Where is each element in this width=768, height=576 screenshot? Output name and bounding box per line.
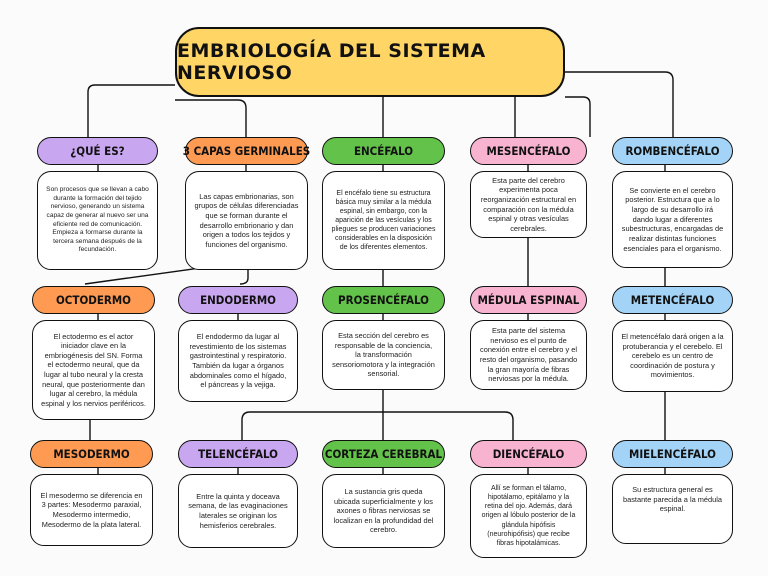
node-mesodermo-text: El mesodermo se diferencia en 3 partes: Mesodermo paraxial, Mesodermo intermedio, Mesodermo de la plata lateral. bbox=[30, 474, 153, 546]
node-capas-text: Las capas embrionarias, son grupos de células diferenciadas que se forman durante el desarrollo embrionario y dan origen a todos los tejidos y funciones del organismo. bbox=[185, 171, 308, 270]
node-prosencefalo-text: Esta sección del cerebro es responsable de la conciencia, la transformación sensoriomotora y la integración sensorial. bbox=[322, 320, 445, 390]
node-octodermo-text: El ectodermo es el actor iniciador clave en la embriogénesis del SN. Forma el ectodermo neural, que da lugar al tubo neural y la cresta neural, que posteriormente dan lugar al cerebro, la médula espinal y los nervios periféricos. bbox=[32, 320, 155, 420]
node-capas-label: 3 CAPAS GERMINALES bbox=[185, 137, 308, 165]
node-metencefalo-text: El metencéfalo dará origen a la protuberancia y el cerebelo. El cerebelo es un centro de coordinación de postura y movimientos. bbox=[612, 320, 733, 392]
node-endodermo-text: El endodermo da lugar al revestimiento de los sistemas gastrointestinal y respiratorio. También da lugar a órganos abdominales como el hígado, el páncreas y la vejiga. bbox=[178, 320, 298, 402]
node-encefalo-text: El encéfalo tiene su estructura básica muy similar a la médula espinal, sin embargo, con la aparición de las vesículas y los pliegues se producen variaciones considerables en la disposición de los diferentes elementos. bbox=[322, 171, 445, 270]
node-telencefalo-label: TELENCÉFALO bbox=[178, 440, 298, 468]
node-corteza-text: La sustancia gris queda ubicada superficialmente y los axones o fibras nerviosas se localizan en la profundidad del cerebro. bbox=[322, 474, 445, 548]
node-rombencefalo-text: Se convierte en el cerebro posterior. Estructura que a lo largo de su desarrollo irá dando lugar a diferentes subestructuras, encargadas de realizar distintas funciones esenciales para el organismo. bbox=[612, 171, 733, 268]
node-mesodermo-label: MESODERMO bbox=[30, 440, 153, 468]
node-prosencefalo-label: PROSENCÉFALO bbox=[322, 286, 445, 314]
node-medula-label: MÉDULA ESPINAL bbox=[470, 286, 587, 314]
page-title: EMBRIOLOGÍA DEL SISTEMA NERVIOSO bbox=[175, 27, 565, 97]
node-que-es-label: ¿QUÉ ES? bbox=[37, 137, 158, 165]
node-medula-text: Esta parte del sistema nervioso es el punto de conexión entre el cerebro y el resto del organismo, pasando la gran mayoría de fibras nerviosas por la médula. bbox=[470, 320, 587, 390]
node-corteza-label: CORTEZA CEREBRAL bbox=[322, 440, 445, 468]
node-encefalo-label: ENCÉFALO bbox=[322, 137, 445, 165]
node-diencefalo-label: DIENCÉFALO bbox=[470, 440, 587, 468]
node-octodermo-label: OCTODERMO bbox=[32, 286, 155, 314]
node-metencefalo-label: METENCÉFALO bbox=[612, 286, 733, 314]
node-mesencefalo-label: MESENCÉFALO bbox=[470, 137, 587, 165]
node-endodermo-label: ENDODERMO bbox=[178, 286, 298, 314]
node-mielencefalo-text: Su estructura general es bastante parecida a la médula espinal. bbox=[612, 474, 733, 544]
node-mielencefalo-label: MIELENCÉFALO bbox=[612, 440, 733, 468]
node-telencefalo-text: Entre la quinta y doceava semana, de las evaginaciones laterales se originan los hemisferios cerebrales. bbox=[178, 474, 298, 548]
node-que-es-text: Son procesos que se llevan a cabo durante la formación del tejido nervioso, generando un sistema capaz de generar al nuevo ser una eficiente red de comunicación. Empieza a formarse durante la tercera semana después de la fecundación. bbox=[37, 171, 158, 270]
node-rombencefalo-label: ROMBENCÉFALO bbox=[612, 137, 733, 165]
node-mesencefalo-text: Esta parte del cerebro experimenta poca reorganización estructural en comparación con la médula espinal y otras vesículas cerebrales. bbox=[470, 171, 587, 238]
node-diencefalo-text: Allí se forman el tálamo, hipotálamo, epitálamo y la retina del ojo. Además, dará origen al lóbulo posterior de la glándula hipófisis (neurohipófisis) que recibe fibras hipotalámicas. bbox=[470, 474, 587, 558]
